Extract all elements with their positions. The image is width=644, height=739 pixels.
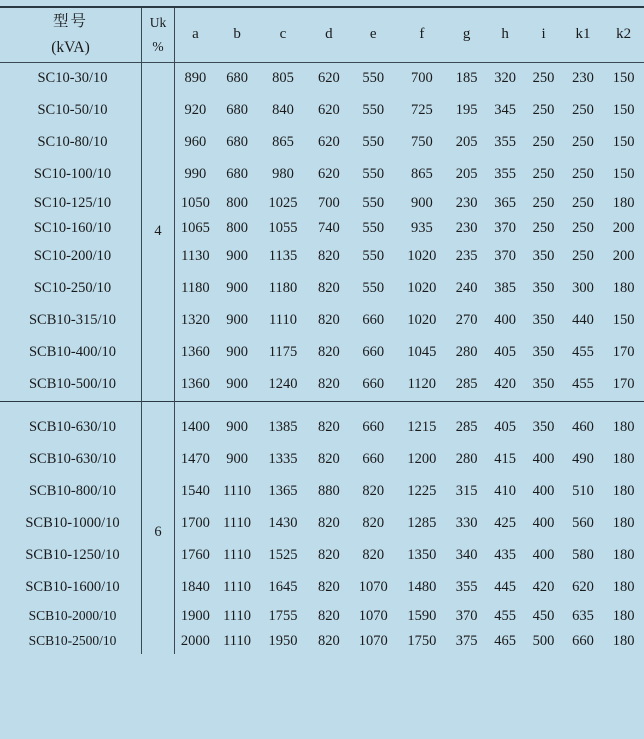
- cell-b: 1110: [223, 547, 252, 564]
- cell-b: 1110: [223, 515, 252, 532]
- cell-i: 400: [532, 483, 555, 500]
- cell-h: 355: [494, 166, 516, 183]
- cell-d: 820: [318, 579, 340, 596]
- cell-c: 1950: [268, 632, 298, 649]
- cell-e: 660: [362, 376, 385, 393]
- cell-f: 935: [410, 219, 433, 236]
- cell-k1: 620: [572, 579, 594, 596]
- cell-k2: 180: [612, 632, 635, 649]
- table-row: [0, 62, 644, 95]
- cell-g: 330: [455, 515, 478, 532]
- cell-model: SCB10-2500/10: [0, 629, 142, 654]
- group-separator-row: [0, 401, 644, 412]
- cell-e: 1070: [358, 579, 388, 596]
- cell-h: 425: [494, 515, 516, 532]
- cell-model: SC10-80/10: [0, 127, 142, 159]
- cell-d: 700: [318, 194, 340, 211]
- cell-k1: 455: [572, 376, 594, 393]
- table-row: [0, 412, 644, 444]
- cell-k1: 250: [572, 248, 594, 265]
- separator-cell-model: [0, 401, 142, 412]
- cell-h: 445: [494, 579, 516, 596]
- cell-f: 865: [410, 166, 433, 183]
- table-row: [0, 159, 644, 191]
- cell-h: 320: [494, 70, 516, 87]
- cell-h: 405: [494, 419, 516, 436]
- cell-model: SCB10-1000/10: [0, 508, 142, 540]
- table-row: [0, 191, 644, 216]
- cell-model: SCB10-500/10: [0, 369, 142, 402]
- header-model-line1: 型号: [52, 13, 88, 30]
- cell-i: 350: [532, 248, 555, 265]
- table-row: [0, 337, 644, 369]
- header-uk-line2: %: [152, 39, 164, 55]
- cell-a: 1180: [181, 280, 210, 297]
- cell-c: 1025: [268, 194, 298, 211]
- cell-f: 1285: [407, 515, 437, 532]
- cell-d: 820: [318, 632, 340, 649]
- cell-b: 900: [226, 248, 248, 265]
- cell-i: 350: [532, 280, 555, 297]
- cell-model: SC10-30/10: [0, 62, 142, 95]
- cell-f: 1020: [407, 248, 437, 265]
- cell-d: 820: [318, 280, 340, 297]
- cell-b: 1110: [223, 483, 252, 500]
- cell-g: 230: [455, 219, 478, 236]
- cell-i: 350: [532, 419, 555, 436]
- cell-a: 920: [184, 102, 207, 119]
- cell-h: 465: [494, 632, 516, 649]
- cell-f: 725: [410, 102, 433, 119]
- cell-d: 620: [318, 102, 340, 119]
- cell-k1: 460: [572, 419, 594, 436]
- cell-model: SC10-100/10: [0, 159, 142, 191]
- cell-d: 820: [318, 547, 340, 564]
- header-dim-k1: k1: [563, 8, 604, 62]
- cell-a: 1360: [180, 376, 210, 393]
- cell-e: 660: [362, 344, 385, 361]
- cell-b: 680: [226, 102, 248, 119]
- table-row: [0, 572, 644, 604]
- cell-e: 550: [362, 248, 385, 265]
- cell-k2: 180: [612, 419, 635, 436]
- cell-f: 1225: [407, 483, 437, 500]
- cell-k2: 150: [612, 312, 635, 329]
- cell-g: 230: [455, 194, 478, 211]
- cell-c: 1755: [268, 607, 298, 624]
- cell-i: 350: [532, 312, 555, 329]
- cell-h: 355: [494, 134, 516, 151]
- table-row: [0, 305, 644, 337]
- table-row: [0, 540, 644, 572]
- cell-b: 680: [226, 70, 248, 87]
- cell-a: 2000: [180, 632, 210, 649]
- cell-f: 1350: [407, 547, 437, 564]
- cell-g: 355: [455, 579, 478, 596]
- cell-f: 1020: [407, 312, 437, 329]
- table-row: [0, 216, 644, 241]
- cell-uk-group-2: 6: [142, 412, 175, 654]
- cell-f: 1590: [407, 607, 437, 624]
- cell-b: 1110: [223, 607, 252, 624]
- cell-e: 660: [362, 312, 385, 329]
- header-uk: [142, 8, 175, 62]
- cell-f: 1200: [407, 451, 437, 468]
- cell-a: 1130: [181, 248, 210, 265]
- table-row: [0, 508, 644, 540]
- cell-model: SC10-125/10: [0, 191, 142, 216]
- cell-b: 800: [226, 219, 248, 236]
- header-dim-f: f: [396, 8, 447, 62]
- cell-k1: 250: [572, 166, 594, 183]
- cell-model: SCB10-630/10: [0, 444, 142, 476]
- cell-h: 370: [494, 248, 516, 265]
- cell-c: 1110: [269, 312, 297, 329]
- header-dim-k2: k2: [603, 8, 644, 62]
- cell-a: 1360: [180, 344, 210, 361]
- cell-f: 1020: [407, 280, 437, 297]
- transformer-spec-table: [0, 8, 644, 654]
- cell-k2: 150: [612, 166, 635, 183]
- cell-a: 990: [184, 166, 207, 183]
- cell-f: 1750: [407, 632, 437, 649]
- cell-g: 205: [455, 134, 478, 151]
- cell-d: 880: [318, 483, 340, 500]
- cell-uk-group-1: 4: [142, 62, 175, 401]
- cell-e: 660: [362, 451, 385, 468]
- cell-e: 550: [362, 280, 385, 297]
- cell-model: SCB10-400/10: [0, 337, 142, 369]
- cell-model: SCB10-315/10: [0, 305, 142, 337]
- cell-e: 820: [362, 483, 385, 500]
- separator-cell-uk: [142, 401, 175, 412]
- cell-d: 620: [318, 166, 340, 183]
- cell-b: 900: [226, 280, 248, 297]
- table-row: [0, 476, 644, 508]
- cell-c: 1430: [268, 515, 298, 532]
- table-row: [0, 95, 644, 127]
- cell-k1: 455: [572, 344, 594, 361]
- header-dim-h: h: [486, 8, 524, 62]
- table-row: [0, 604, 644, 629]
- cell-k1: 560: [572, 515, 594, 532]
- cell-k1: 440: [572, 312, 594, 329]
- header-uk-line1: Uk: [149, 15, 167, 31]
- cell-c: 1645: [268, 579, 298, 596]
- cell-i: 250: [532, 166, 555, 183]
- cell-model: SC10-250/10: [0, 273, 142, 305]
- cell-h: 370: [494, 219, 516, 236]
- cell-h: 435: [494, 547, 516, 564]
- cell-d: 820: [318, 312, 340, 329]
- cell-f: 700: [410, 70, 433, 87]
- cell-g: 315: [455, 483, 478, 500]
- cell-a: 1400: [180, 419, 210, 436]
- cell-e: 550: [362, 194, 385, 211]
- cell-e: 1070: [358, 607, 388, 624]
- cell-i: 250: [532, 134, 555, 151]
- cell-k1: 635: [572, 607, 594, 624]
- cell-e: 660: [362, 419, 385, 436]
- header-dim-d: d: [308, 8, 351, 62]
- cell-c: 1335: [268, 451, 298, 468]
- cell-b: 1110: [223, 632, 252, 649]
- table-row: [0, 629, 644, 654]
- header-model: [0, 8, 142, 62]
- cell-c: 805: [272, 70, 294, 87]
- cell-f: 1480: [407, 579, 437, 596]
- cell-g: 375: [455, 632, 478, 649]
- cell-g: 285: [455, 376, 478, 393]
- cell-k1: 580: [572, 547, 594, 564]
- cell-b: 900: [226, 344, 248, 361]
- cell-k2: 150: [612, 70, 635, 87]
- cell-model: SCB10-800/10: [0, 476, 142, 508]
- cell-a: 1470: [180, 451, 210, 468]
- cell-g: 185: [455, 70, 478, 87]
- cell-i: 500: [532, 632, 555, 649]
- table-row: [0, 127, 644, 159]
- cell-k1: 510: [572, 483, 594, 500]
- cell-b: 900: [226, 312, 248, 329]
- cell-h: 400: [494, 312, 516, 329]
- cell-f: 1045: [407, 344, 437, 361]
- cell-k2: 180: [612, 483, 635, 500]
- cell-d: 740: [318, 219, 340, 236]
- cell-a: 1540: [180, 483, 210, 500]
- cell-k1: 250: [572, 102, 594, 119]
- cell-g: 270: [455, 312, 478, 329]
- cell-c: 1365: [268, 483, 298, 500]
- cell-c: 1525: [268, 547, 298, 564]
- table-row: [0, 241, 644, 273]
- cell-g: 205: [455, 166, 478, 183]
- cell-k2: 150: [612, 134, 635, 151]
- separator-cell-dims: [175, 401, 644, 412]
- cell-k2: 170: [612, 376, 635, 393]
- cell-e: 1070: [358, 632, 388, 649]
- cell-c: 1175: [268, 344, 298, 361]
- cell-k1: 250: [572, 219, 594, 236]
- cell-k1: 250: [572, 194, 594, 211]
- cell-model: SC10-160/10: [0, 216, 142, 241]
- cell-model: SCB10-2000/10: [0, 604, 142, 629]
- cell-b: 680: [226, 166, 248, 183]
- cell-i: 450: [532, 607, 555, 624]
- cell-k2: 180: [612, 547, 635, 564]
- cell-k2: 200: [612, 219, 635, 236]
- cell-e: 820: [362, 515, 385, 532]
- cell-c: 840: [272, 102, 294, 119]
- cell-i: 250: [532, 194, 555, 211]
- cell-i: 350: [532, 344, 555, 361]
- cell-k1: 250: [572, 134, 594, 151]
- cell-e: 550: [362, 219, 385, 236]
- cell-d: 620: [318, 134, 340, 151]
- cell-h: 345: [494, 102, 516, 119]
- cell-d: 820: [318, 515, 340, 532]
- cell-k1: 660: [572, 632, 594, 649]
- cell-d: 820: [318, 344, 340, 361]
- cell-a: 1320: [180, 312, 210, 329]
- cell-c: 1385: [268, 419, 298, 436]
- cell-h: 420: [494, 376, 516, 393]
- cell-a: 1840: [180, 579, 210, 596]
- cell-h: 415: [494, 451, 516, 468]
- cell-h: 385: [494, 280, 516, 297]
- cell-k2: 150: [612, 102, 635, 119]
- header-dim-b: b: [216, 8, 259, 62]
- cell-a: 1065: [180, 219, 210, 236]
- cell-d: 620: [318, 70, 340, 87]
- header-dim-e: e: [350, 8, 396, 62]
- cell-f: 1120: [407, 376, 437, 393]
- cell-b: 900: [226, 451, 248, 468]
- cell-c: 1055: [268, 219, 298, 236]
- cell-a: 890: [184, 70, 207, 87]
- cell-i: 420: [532, 579, 555, 596]
- cell-g: 340: [455, 547, 478, 564]
- cell-e: 550: [362, 70, 385, 87]
- cell-f: 1215: [407, 419, 437, 436]
- cell-k1: 490: [572, 451, 594, 468]
- cell-k2: 200: [612, 248, 635, 265]
- cell-k1: 230: [572, 70, 594, 87]
- cell-g: 235: [455, 248, 478, 265]
- cell-model: SCB10-630/10: [0, 412, 142, 444]
- table-row: [0, 444, 644, 476]
- cell-f: 900: [410, 194, 433, 211]
- cell-d: 820: [318, 419, 340, 436]
- cell-g: 240: [455, 280, 478, 297]
- table-header-row: [0, 8, 644, 62]
- cell-b: 900: [226, 376, 248, 393]
- cell-k2: 180: [612, 607, 635, 624]
- cell-g: 280: [455, 344, 478, 361]
- cell-g: 285: [455, 419, 478, 436]
- cell-a: 1050: [180, 194, 210, 211]
- cell-k2: 170: [612, 344, 635, 361]
- cell-a: 1700: [180, 515, 210, 532]
- cell-e: 550: [362, 102, 385, 119]
- header-dim-a: a: [175, 8, 216, 62]
- cell-model: SC10-200/10: [0, 241, 142, 273]
- cell-i: 250: [532, 219, 555, 236]
- cell-b: 800: [226, 194, 248, 211]
- cell-k2: 180: [612, 280, 635, 297]
- cell-c: 1240: [268, 376, 298, 393]
- cell-e: 550: [362, 166, 385, 183]
- cell-c: 980: [272, 166, 294, 183]
- cell-b: 680: [226, 134, 248, 151]
- cell-i: 400: [532, 451, 555, 468]
- table-row: [0, 273, 644, 305]
- cell-h: 410: [494, 483, 516, 500]
- cell-h: 365: [494, 194, 516, 211]
- cell-i: 400: [532, 547, 555, 564]
- cell-d: 820: [318, 451, 340, 468]
- cell-d: 820: [318, 376, 340, 393]
- cell-f: 750: [410, 134, 433, 151]
- cell-k2: 180: [612, 194, 635, 211]
- cell-a: 1760: [180, 547, 210, 564]
- cell-h: 405: [494, 344, 516, 361]
- cell-k2: 180: [612, 515, 635, 532]
- cell-d: 820: [318, 248, 340, 265]
- cell-i: 400: [532, 515, 555, 532]
- cell-a: 1900: [180, 607, 210, 624]
- header-dim-c: c: [258, 8, 307, 62]
- cell-a: 960: [184, 134, 207, 151]
- header-dim-i: i: [524, 8, 562, 62]
- cell-b: 1110: [223, 579, 252, 596]
- cell-b: 900: [226, 419, 248, 436]
- cell-model: SCB10-1600/10: [0, 572, 142, 604]
- cell-g: 370: [455, 607, 478, 624]
- cell-model: SCB10-1250/10: [0, 540, 142, 572]
- table-row: [0, 369, 644, 402]
- header-dim-g: g: [447, 8, 485, 62]
- cell-c: 1180: [268, 280, 298, 297]
- cell-k2: 180: [612, 451, 635, 468]
- cell-i: 250: [532, 102, 555, 119]
- cell-e: 550: [362, 134, 385, 151]
- cell-i: 350: [532, 376, 555, 393]
- cell-e: 820: [362, 547, 385, 564]
- cell-g: 280: [455, 451, 478, 468]
- cell-c: 865: [272, 134, 294, 151]
- cell-g: 195: [455, 102, 478, 119]
- cell-k1: 300: [572, 280, 594, 297]
- header-model-line2: (kVA): [51, 39, 90, 57]
- cell-h: 455: [494, 607, 516, 624]
- cell-k2: 180: [612, 579, 635, 596]
- cell-d: 820: [318, 607, 340, 624]
- cell-model: SC10-50/10: [0, 95, 142, 127]
- cell-i: 250: [532, 70, 555, 87]
- cell-c: 1135: [268, 248, 298, 265]
